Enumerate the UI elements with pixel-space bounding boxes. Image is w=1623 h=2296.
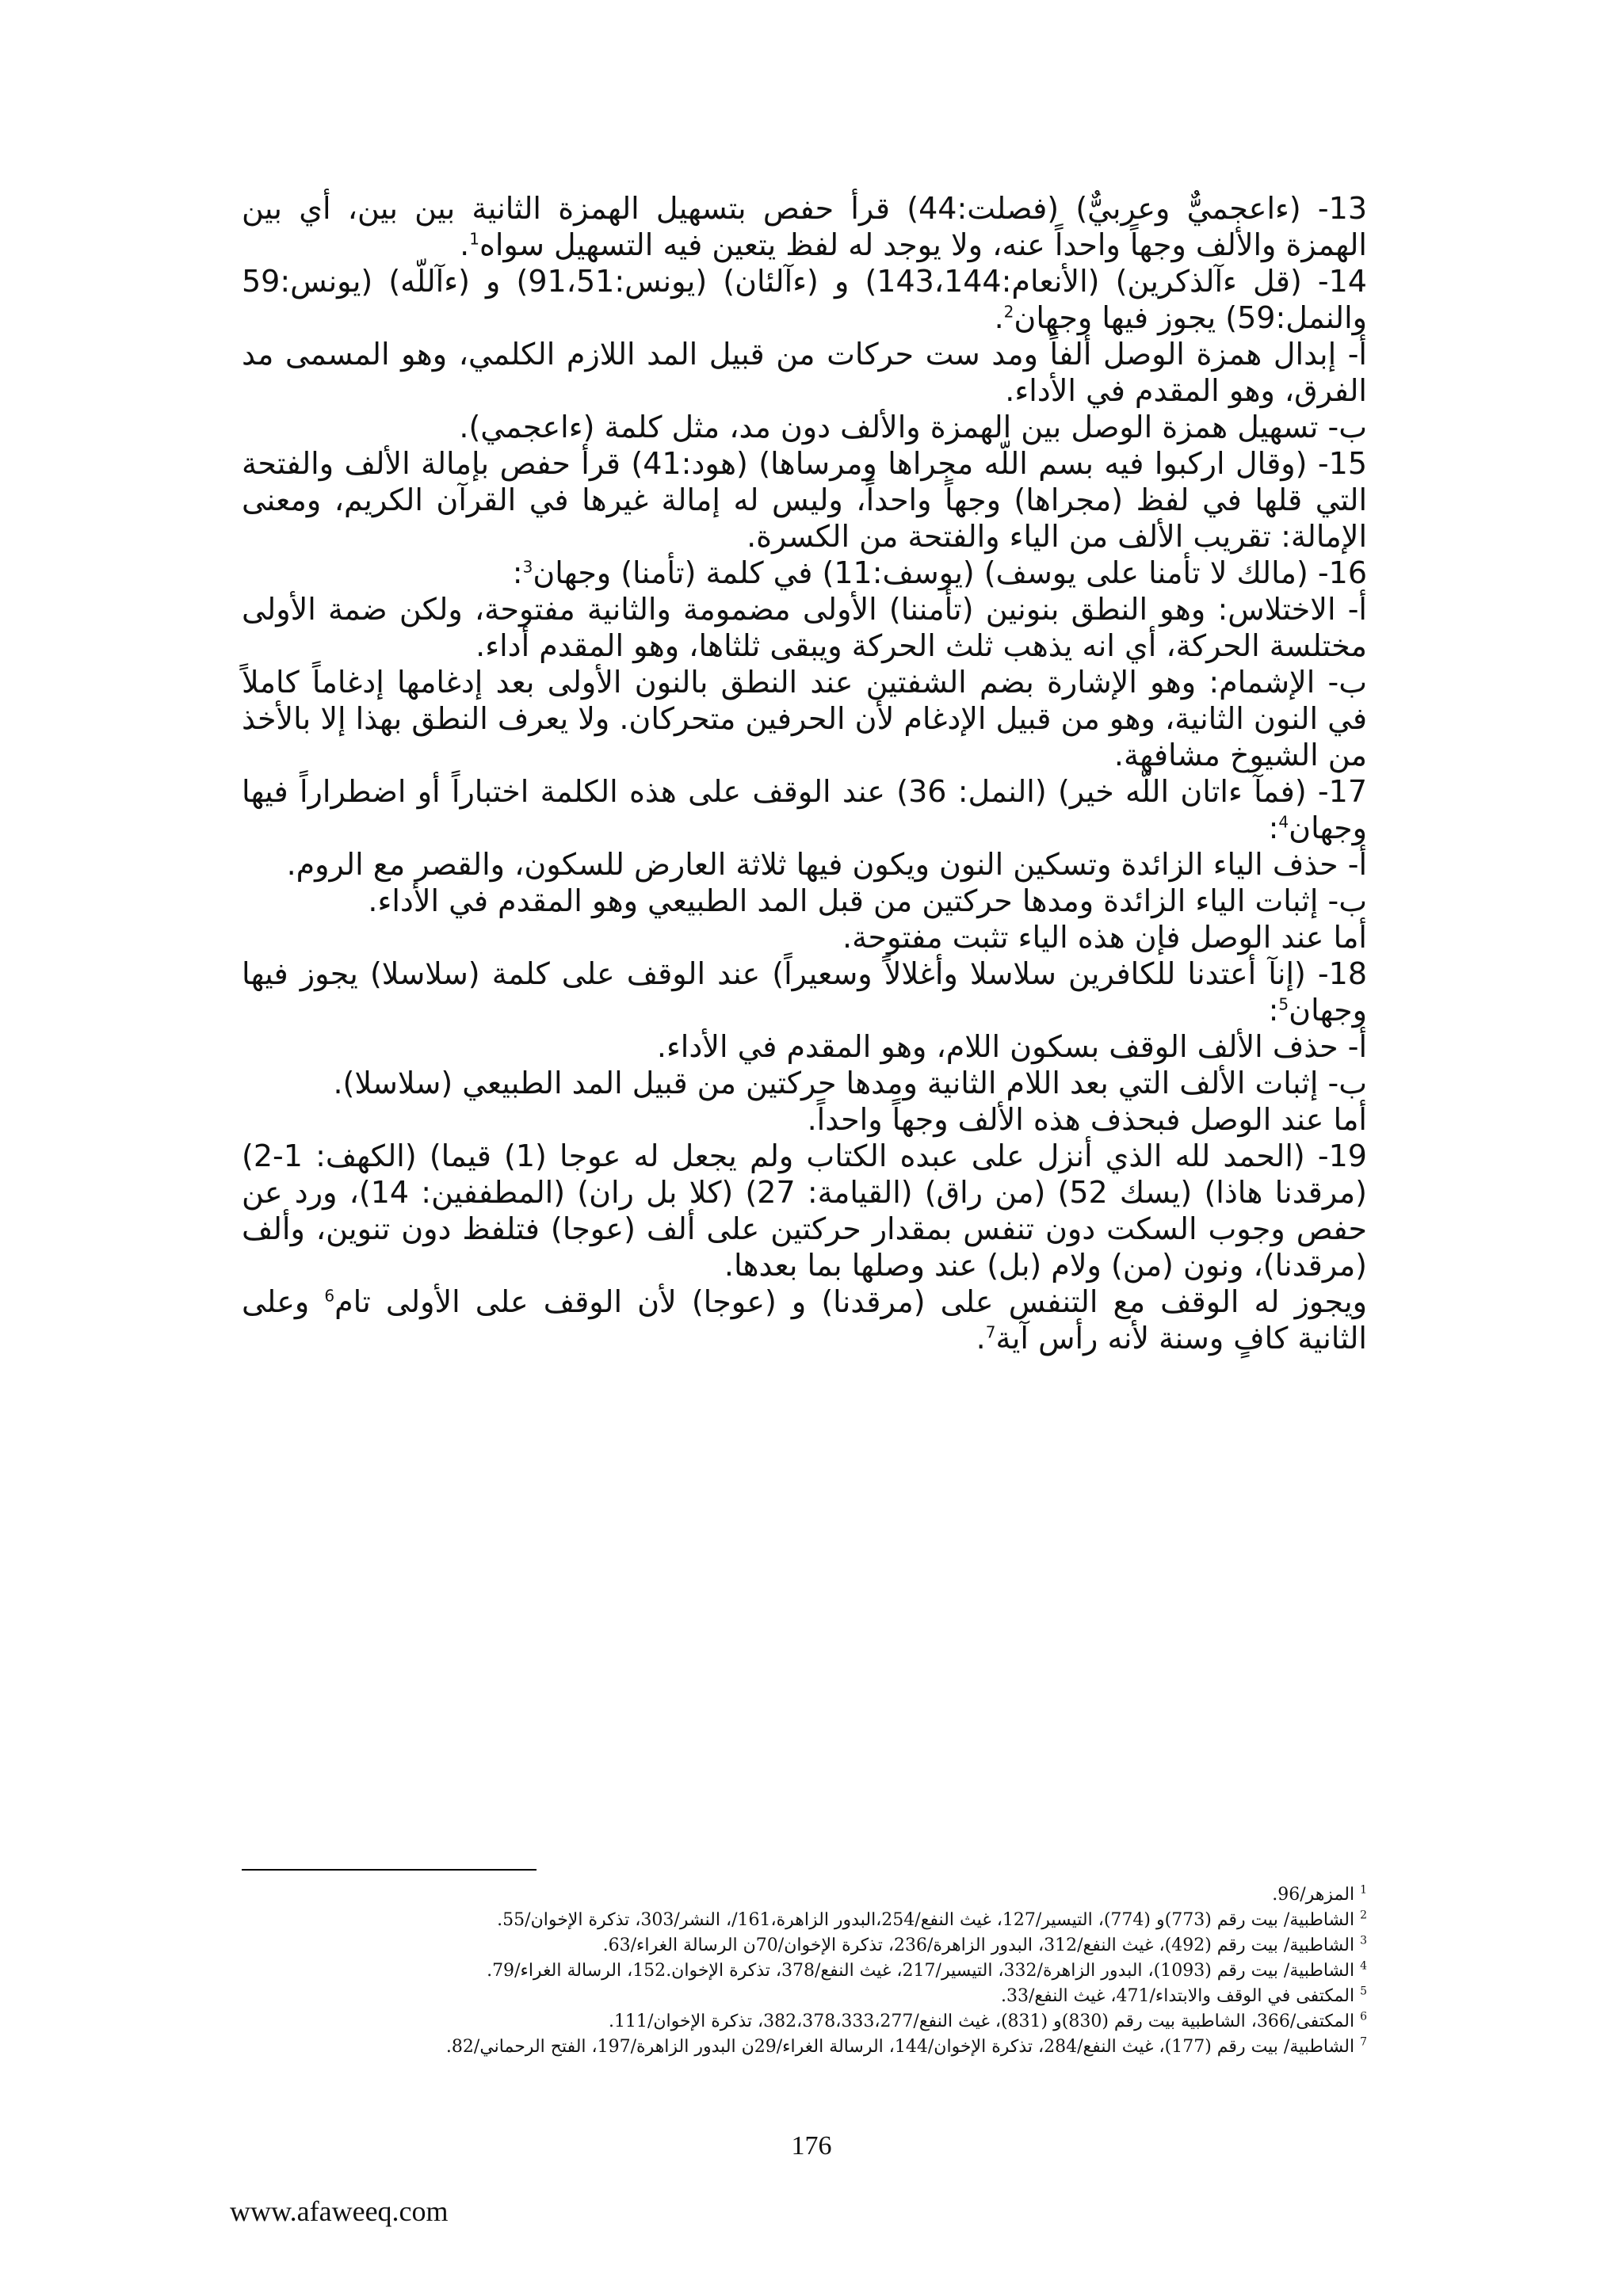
paragraph-text: ب- تسهيل همزة الوصل بين الهمزة والألف دون مد، مثل كلمة (ءاعجمي). bbox=[459, 410, 1367, 444]
paragraph-text: ويجوز له الوقف مع التنفس على (مرقدنا) و (عوجا) لأن الوقف على الأولى تام bbox=[334, 1284, 1368, 1319]
paragraph-text: أ- حذف الياء الزائدة وتسكين النون ويكون فيها ثلاثة العارض للسكون، والقصر مع الروم. bbox=[286, 847, 1367, 882]
paragraph-15 bbox=[242, 445, 1367, 555]
footnote-number: 6 bbox=[1360, 2010, 1367, 2023]
paragraph-text: 15- (وقال اركبوا فيه بسم اللّه مجراها ومرساها) (هود:41) قرأ حفص بإمالة الألف والفتحة التي قلها في لفظ (مجراها) وجهاً واحداً، وليس له إمالة غيرها في القرآن الكريم، ومعنى الإمالة: تقريب الألف من الياء والفتحة من الكسرة. bbox=[242, 446, 1367, 554]
footnote-text: الشاطبية/ بيت رقم (773)و (774)، التيسير/127، غيث النفع/254،البدور الزاهرة،161/، النشر/303، تذكرة الإخوان/55. bbox=[497, 1910, 1355, 1930]
paragraph-text: أ- إبدال همزة الوصل ألفاً ومد ست حركات من قبيل المد اللازم الكلمي، وهو المسمى مد الفرق، وهو المقدم في الأداء. bbox=[242, 337, 1367, 408]
paragraph-text: أ- حذف الألف الوقف بسكون اللام، وهو المقدم في الأداء. bbox=[656, 1029, 1367, 1064]
paragraph-tail: وعلى الثانية كافٍ وسنة لأنه رأس آية bbox=[242, 1284, 1367, 1356]
footnote bbox=[242, 1933, 1367, 1958]
paragraph-text: 14- (قل ءآلذكرين) (الأنعام:143،144) و (ءآلئان) (يونس:91،51) و (ءآللّه) (يونس:59 والنمل:59) يجوز فيها وجهان bbox=[242, 264, 1367, 335]
footnote-number: 4 bbox=[1360, 1959, 1367, 1973]
paragraph-14 bbox=[242, 263, 1367, 336]
paragraph-14-b bbox=[242, 409, 1367, 445]
footnote-number: 1 bbox=[1360, 1883, 1367, 1897]
paragraph-16-b bbox=[242, 664, 1367, 773]
footnote-ref-1: 1 bbox=[469, 229, 479, 249]
footnote-text: الشاطبية/ بيت رقم (1093)، البدور الزاهرة/332، التيسير/217، غيث النفع/378، تذكرة الإخوان.152، الرسالة الغراء/79. bbox=[487, 1961, 1355, 1981]
footnote-text: المكتفى في الوقف والابتداء/471، غيث النفع/33. bbox=[1000, 1986, 1355, 2006]
paragraph-tail: : bbox=[512, 555, 523, 590]
footnote bbox=[242, 2035, 1367, 2060]
paragraph-16-a bbox=[242, 591, 1367, 664]
paragraph-text: 16- (مالك لا تأمنا على يوسف) (يوسف:11) في كلمة (تأمنا) وجهان bbox=[533, 555, 1367, 590]
footnote-ref-5: 5 bbox=[1278, 994, 1289, 1014]
footnote-number: 7 bbox=[1360, 2035, 1367, 2049]
paragraph-18-note bbox=[242, 1101, 1367, 1138]
footnote-ref-6: 6 bbox=[324, 1286, 335, 1306]
footnote-number: 3 bbox=[1360, 1934, 1367, 1947]
paragraph-text: ب- الإشمام: وهو الإشارة بضم الشفتين عند النطق بالنون الأولى بعد إدغامها إدغاماً كاملاً في النون الثانية، وهو من قبيل الإدغام لأن الحرفين متحركان. ولا يعرف النطق بهذا إلا بالأخذ من الشيوخ مشافهة. bbox=[242, 665, 1367, 772]
footnotes bbox=[242, 1882, 1367, 2060]
footnote-ref-4: 4 bbox=[1278, 812, 1289, 832]
footnote-text: المزهر/96. bbox=[1272, 1885, 1355, 1905]
footnote-number: 2 bbox=[1360, 1909, 1367, 1922]
paragraph-17 bbox=[242, 773, 1367, 846]
paragraph-text: أما عند الوصل فبحذف هذه الألف وجهاً واحداً. bbox=[807, 1102, 1367, 1137]
footnote-text: الشاطبية/ بيت رقم (177)، غيث النفع/284، تذكرة الإخوان/144، الرسالة الغراء/29ن البدور الزاهرة/197، الفتح الرحماني/82. bbox=[445, 2037, 1355, 2057]
paragraph-18-b bbox=[242, 1065, 1367, 1101]
footnote-separator bbox=[242, 1869, 537, 1871]
footnote-ref-3: 3 bbox=[522, 557, 533, 577]
paragraph-tail: : bbox=[1268, 810, 1279, 845]
main-text bbox=[242, 190, 1367, 1356]
paragraph-13 bbox=[242, 190, 1367, 263]
paragraph-text: ب- إثبات الياء الزائدة ومدها حركتين من قبل المد الطبيعي وهو المقدم في الأداء. bbox=[368, 883, 1367, 918]
paragraph-text: 17- (فمآ ءاتان اللّه خير) (النمل: 36) عند الوقف على هذه الكلمة اختباراً أو اضطراراً فيها وجهان bbox=[242, 774, 1367, 845]
paragraph-17-b bbox=[242, 883, 1367, 919]
footnote-number: 5 bbox=[1360, 1985, 1367, 1998]
paragraph-19 bbox=[242, 1138, 1367, 1283]
footnote bbox=[242, 1908, 1367, 1933]
paragraph-17-note bbox=[242, 919, 1367, 955]
paragraph-tail: . bbox=[994, 300, 1004, 335]
page-number: 176 bbox=[791, 2131, 832, 2161]
footnote bbox=[242, 2009, 1367, 2035]
paragraph-text: أ- الاختلاس: وهو النطق بنونين (تأمننا) الأولى مضمومة والثانية مفتوحة، ولكن ضمة الأولى مختلسة الحركة، أي انه يذهب ثلث الحركة ويبقى ثلثاها، وهو المقدم أداء. bbox=[242, 592, 1367, 663]
paragraph-tail: . bbox=[460, 227, 470, 262]
paragraph-tail: . bbox=[976, 1321, 986, 1356]
paragraph-17-a bbox=[242, 846, 1367, 883]
website-url: www.afaweeq.com bbox=[230, 2195, 449, 2227]
paragraph-tail: : bbox=[1268, 993, 1279, 1028]
footnote bbox=[242, 1958, 1367, 1984]
paragraph-18-a bbox=[242, 1028, 1367, 1065]
paragraph-text: أما عند الوصل فإن هذه الياء تثبت مفتوحة. bbox=[842, 920, 1367, 955]
footnote-ref-2: 2 bbox=[1003, 302, 1014, 322]
footnote bbox=[242, 1984, 1367, 2009]
paragraph-19-note bbox=[242, 1283, 1367, 1356]
footnote-ref-7: 7 bbox=[985, 1322, 996, 1342]
footnote bbox=[242, 1882, 1367, 1908]
footnote-text: الشاطبية/ بيت رقم (492)، غيث النفع/312، البدور الزاهرة/236، تذكرة الإخوان/70ن الرسالة الغراء/63. bbox=[602, 1936, 1355, 1955]
paragraph-text: 13- (ءاعجميٌّ وعربيٌّ) (فصلت:44) قرأ حفص بتسهيل الهمزة الثانية بين بين، أي بين الهمزة والألف وجهاً واحداً عنه، ولا يوجد له لفظ يتعين فيه التسهيل سواه bbox=[242, 191, 1368, 262]
paragraph-18 bbox=[242, 955, 1367, 1028]
footnote-text: المكتفى/366، الشاطبية بيت رقم (830)و (831)، غيث النفع/382،378،333،277، تذكرة الإخوان/111. bbox=[608, 2012, 1355, 2031]
paragraph-16 bbox=[242, 555, 1367, 591]
paragraph-text: ب- إثبات الألف التي بعد اللام الثانية ومدها حركتين من قبيل المد الطبيعي (سلاسلا). bbox=[333, 1066, 1367, 1100]
paragraph-text: 19- (الحمد لله الذي أنزل على عبده الكتاب ولم يجعل له عوجا (1) قيما) (الكهف: 1-2) (مرقدنا هاذا) (يسك 52) (من راق) (القيامة: 27) (كلا بل ران) (المطففين: 14)، ورد عن حفص وجوب السكت دون تنفس بمقدار حركتين على ألف (عوجا) فتلفظ دون تنوين، وألف (مرقدنا)، ونون (من) ولام (بل) عند وصلها بما بعدها. bbox=[242, 1138, 1367, 1283]
paragraph-text: 18- (إنآ أعتدنا للكافرين سلاسلا وأغلالاً وسعيراً) عند الوقف على كلمة (سلاسلا) يجوز فيها وجهان bbox=[242, 956, 1367, 1028]
paragraph-14-a bbox=[242, 336, 1367, 409]
